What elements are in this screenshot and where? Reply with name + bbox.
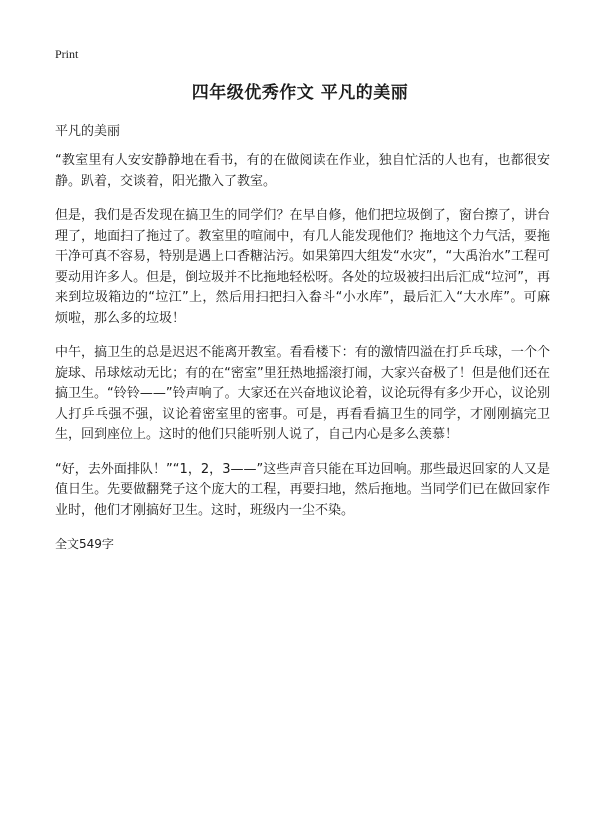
paragraph: 但是，我们是否发现在搞卫生的同学们？在早自修，他们把垃圾倒了，窗台擦了，讲台理了，地面扫了拖过了。教室里的喧闹中，有几人能发现他们？拖地这个力气活，要拖干净可真不容易，特别是遇上口香糖沾污。如果第四大组发“水灾”，“大禹治水”工程可要动用许多人。但是，倒垃圾并不比拖地轻松呀。各处的垃圾被扫出后汇成“垃河”，再来到垃圾箱边的“垃江”上，然后用扫把扫入畚斗“小水库”，最后汇入“大水库”。可麻烦啦，那么多的垃圾！ <box>55 208 550 326</box>
paragraph: “教室里有人安安静静地在看书，有的在做阅读在作业，独自忙活的人也有，也都很安静。趴着，交谈着，阳光撒入了教室。 <box>55 153 550 189</box>
article-body <box>55 151 550 552</box>
paragraph: “好，去外面排队！”“1，2，3——”这些声音只能在耳边回响。那些最迟回家的人又是值日生。先要做翻凳子这个庞大的工程，再要扫地，然后拖地。当同学们已在做回家作业时，他们才刚搞好卫生。这时，班级内一尘不染。 <box>55 461 550 518</box>
print-link[interactable]: Print <box>55 47 79 61</box>
word-count: 全文549字 <box>55 537 114 551</box>
article-subtitle: 平凡的美丽 <box>55 124 121 139</box>
article-title: 四年级优秀作文 平凡的美丽 <box>191 83 409 103</box>
paragraph: 中午，搞卫生的总是迟迟不能离开教室。看看楼下：有的激情四溢在打乒乓球，一个个旋球、吊球炫动无比；有的在“密室”里狂热地摇滚打闹，大家兴奋极了！但是他们还在搞卫生。“铃铃——”铃声响了。大家还在兴奋地议论着，议论玩得有多少开心，议论别人打乒乓强不强，议论着密室里的密事。可是，再看看搞卫生的同学，才刚刚搞完卫生，回到座位上。这时的他们只能听别人说了，自己内心是多么羡慕！ <box>55 345 550 442</box>
